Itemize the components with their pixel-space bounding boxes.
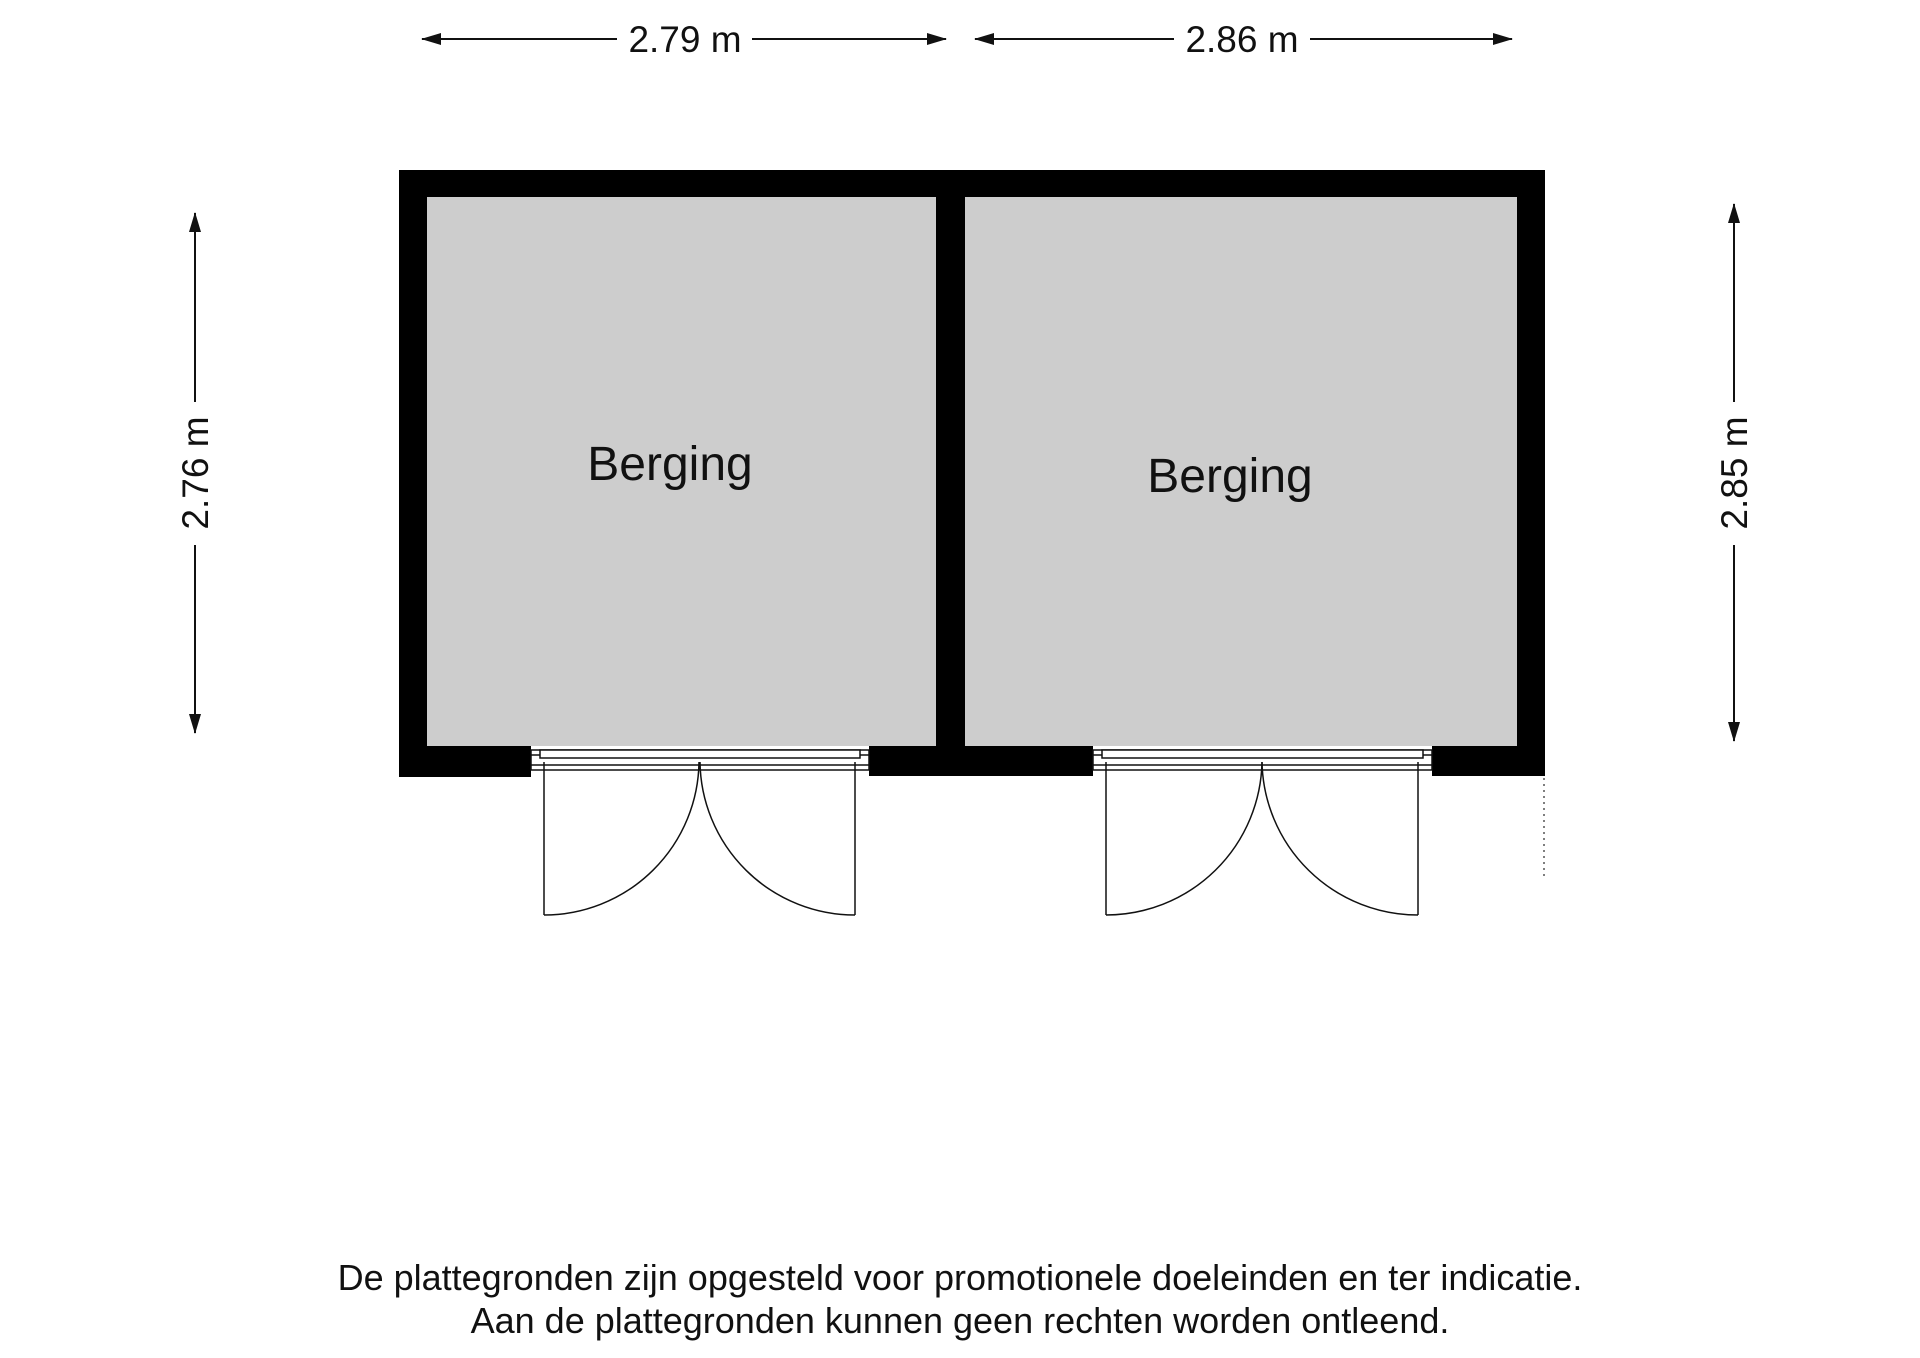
door-right [1093,750,1432,915]
disclaimer-line-2: Aan de plattegronden kunnen geen rechten worden ontleend. [470,1300,1450,1341]
wall-bottom-right [1432,746,1545,776]
disclaimer-line-1: De plattegronden zijn opgesteld voor promotionele doeleinden en ter indicatie. [337,1257,1583,1298]
dimension-top-left [422,19,946,60]
wall-left [399,170,427,777]
dimension-label-left: 2.76 m [175,416,216,530]
room-label-right: Berging [1147,450,1313,503]
wall-middle [936,170,965,776]
dimension-label-right: 2.85 m [1714,416,1755,530]
room-label-left: Berging [587,438,753,491]
dimension-top-right [975,19,1512,60]
wall-top [399,170,1545,197]
dimension-label-top-left: 2.79 m [628,19,742,60]
wall-right [1517,170,1545,776]
dimension-right [1714,204,1755,741]
wall-bottom-middle [869,746,1093,776]
dimension-left [175,213,216,733]
wall-bottom-left [399,746,531,777]
door-left [531,750,869,915]
dimension-label-top-right: 2.86 m [1185,19,1299,60]
